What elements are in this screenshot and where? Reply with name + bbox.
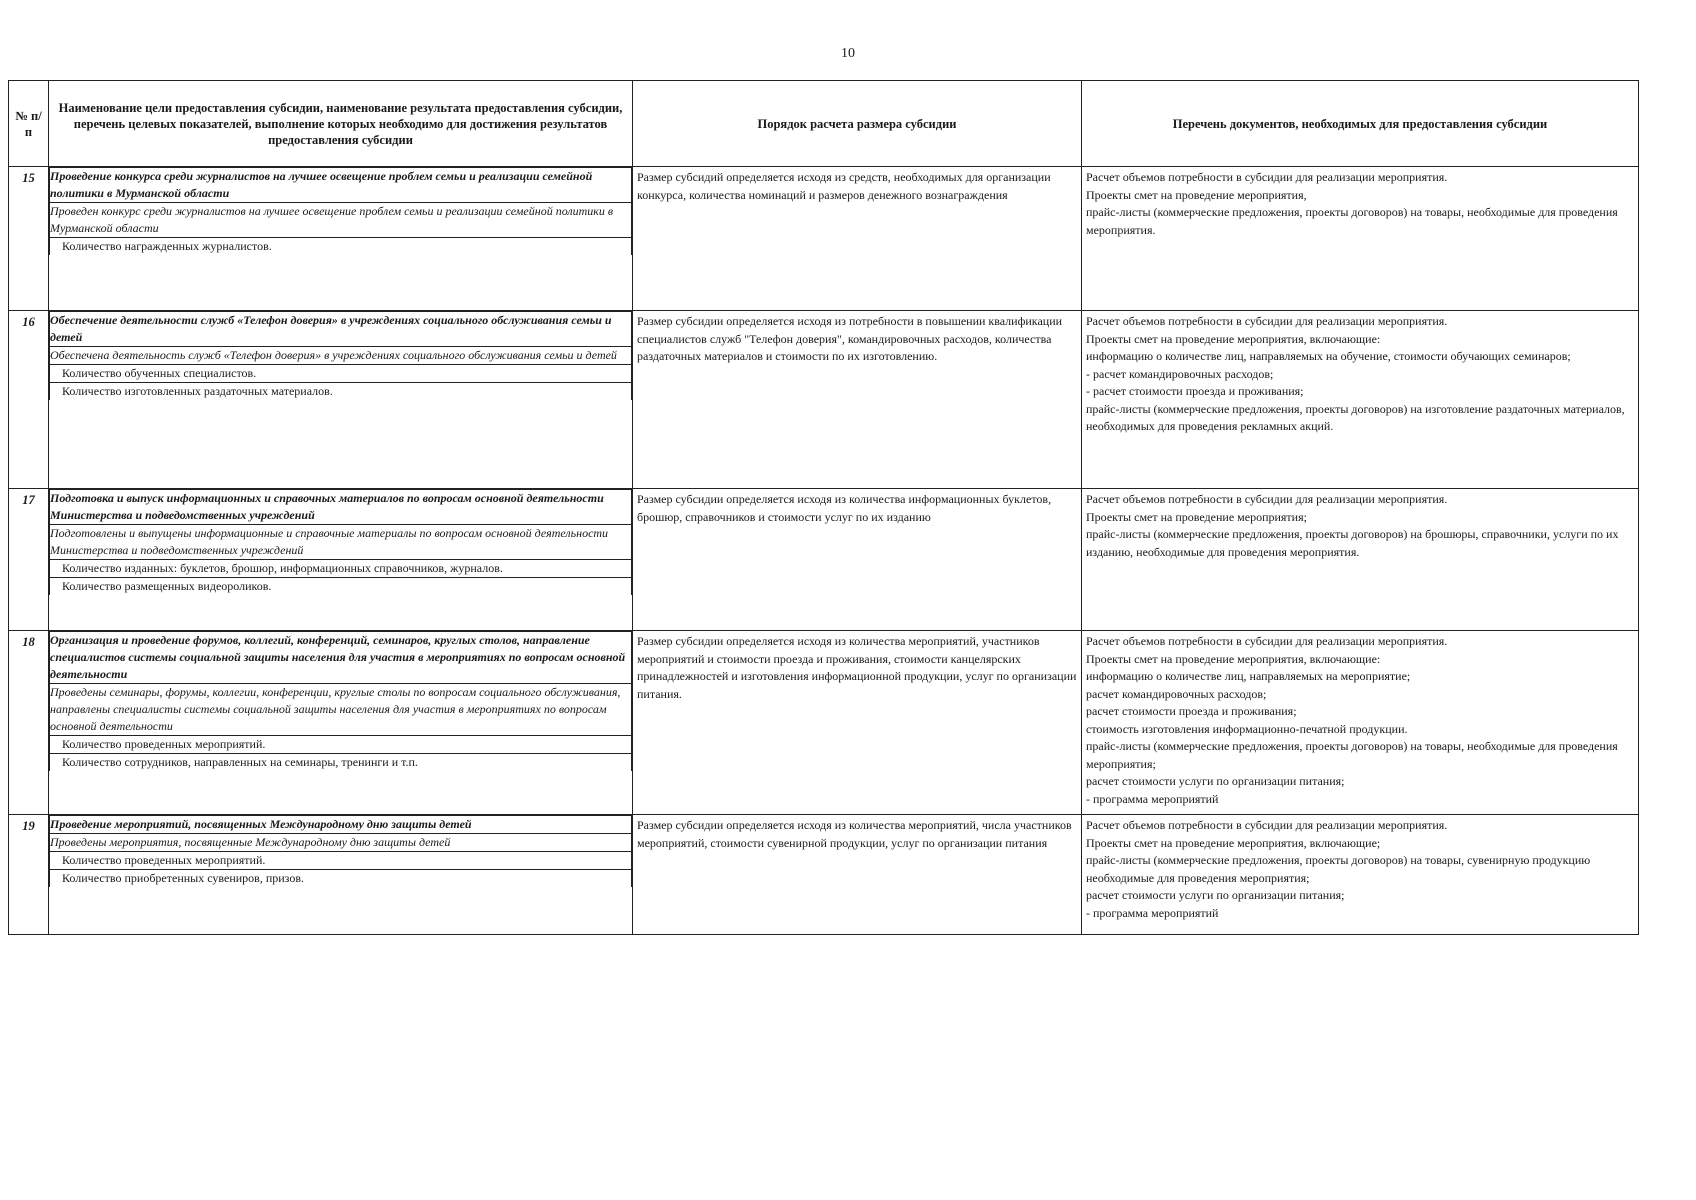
calc-text: Размер субсидии определяется исходя из потребности в повышении квалификации специалистов служб "Телефон доверия", командировочных расходов, количества раздаточных материалов и стоимости по их изготовлению. <box>633 311 1082 489</box>
docs-cell <box>1082 631 1639 815</box>
doc-line: расчет командировочных расходов; <box>1086 686 1267 701</box>
doc-line: - расчет командировочных расходов; <box>1086 366 1274 381</box>
goal-text: Подготовка и выпуск информационных и справочных материалов по вопросам основной деятельности Министерства и подведомственных учреждений <box>50 490 632 525</box>
table-row <box>9 167 1639 311</box>
result-text: Проведены семинары, форумы, коллегии, конференции, круглые столы по вопросам социального обслуживания, направлены специалисты системы социальной защиты населения для участия в мероприятиях по вопросам основной деятельности <box>50 684 632 736</box>
doc-line: Проекты смет на проведение мероприятия, включающие; <box>1086 835 1381 850</box>
doc-line: информацию о количестве лиц, направляемых на мероприятие; <box>1086 669 1411 683</box>
indicator-text: Количество обученных специалистов. <box>50 365 632 383</box>
goal-cell <box>49 815 633 935</box>
doc-line: стоимость изготовления информационно-печатной продукции. <box>1086 721 1408 736</box>
row-number: 19 <box>9 815 49 935</box>
goal-cell <box>49 631 633 815</box>
header-row <box>9 81 1639 167</box>
result-text: Проведены мероприятия, посвященные Международному дню защиты детей <box>50 834 632 852</box>
indicator-text: Количество награжденных журналистов. <box>50 238 632 256</box>
row-number: 15 <box>9 167 49 311</box>
doc-line: Расчет объемов потребности в субсидии для реализации мероприятия. <box>1086 492 1448 506</box>
calc-text: Размер субсидий определяется исходя из средств, необходимых для организации конкурса, количества номинаций и размеров денежного вознаграждения <box>633 167 1082 311</box>
docs-cell <box>1082 167 1639 311</box>
header-name: Наименование цели предоставления субсидии, наименование результата предоставления субсидии, перечень целевых показателей, выполнение которых необходимо для достижения результатов предоставления субсидии <box>49 81 633 167</box>
result-text: Проведен конкурс среди журналистов на лучшее освещение проблем семьи и реализации семейной политики в Мурманской области <box>50 203 632 238</box>
table-row <box>9 311 1639 489</box>
row-number: 16 <box>9 311 49 489</box>
doc-line: Проекты смет на проведение мероприятия, <box>1086 187 1307 202</box>
header-num: № п/п <box>9 81 49 167</box>
docs-cell <box>1082 311 1639 489</box>
doc-line: прайс-листы (коммерческие предложения, проекты договоров) на товары, необходимые для проведения мероприятия; <box>1086 739 1618 771</box>
goal-cell <box>49 311 633 489</box>
result-text: Подготовлены и выпущены информационные и справочные материалы по вопросам основной деятельности Министерства и подведомственных учреждений <box>50 525 632 560</box>
doc-line: прайс-листы (коммерческие предложения, проекты договоров) на товары, необходимые для проведения мероприятия. <box>1086 205 1618 237</box>
doc-line: расчет стоимости услуги по организации питания; <box>1086 888 1345 902</box>
doc-line: Расчет объемов потребности в субсидии для реализации мероприятия. <box>1086 818 1448 832</box>
table-row <box>9 489 1639 631</box>
calc-text: Размер субсидии определяется исходя из количества мероприятий, числа участников мероприятий, стоимости сувенирной продукции, услуг по организации питания <box>633 815 1082 935</box>
header-calc: Порядок расчета размера субсидии <box>633 81 1082 167</box>
indicator-text: Количество изготовленных раздаточных материалов. <box>50 383 632 401</box>
doc-line: прайс-листы (коммерческие предложения, проекты договоров) на товары, сувенирную продукцию необходимые для проведения мероприятия; <box>1086 853 1591 885</box>
row-number: 18 <box>9 631 49 815</box>
goal-text: Обеспечение деятельности служб «Телефон доверия» в учреждениях социального обслуживания семьи и детей <box>50 312 632 347</box>
doc-line: прайс-листы (коммерческие предложения, проекты договоров) на брошюры, справочники, услуги по их изданию, необходимые для проведения мероприятия. <box>1086 527 1619 559</box>
goal-text: Проведение мероприятий, посвященных Международному дню защиты детей <box>50 816 632 834</box>
doc-line: Проекты смет на проведение мероприятия, включающие: <box>1086 651 1381 666</box>
indicator-text: Количество приобретенных сувениров, призов. <box>50 870 632 888</box>
goal-cell <box>49 489 633 631</box>
doc-line: Проекты смет на проведение мероприятия, включающие: <box>1086 331 1381 346</box>
calc-text: Размер субсидии определяется исходя из количества информационных буклетов, брошюр, справочников и стоимости услуг по их изданию <box>633 489 1082 631</box>
indicator-text: Количество проведенных мероприятий. <box>50 852 632 870</box>
header-docs: Перечень документов, необходимых для предоставления субсидии <box>1082 81 1639 167</box>
goal-cell <box>49 167 633 311</box>
doc-line: Расчет объемов потребности в субсидии для реализации мероприятия. <box>1086 170 1448 184</box>
subsidy-table <box>8 80 1639 935</box>
doc-line: информацию о количестве лиц, направляемых на обучение, стоимости обучающих семинаров; <box>1086 349 1571 363</box>
goal-text: Проведение конкурса среди журналистов на лучшее освещение проблем семьи и реализации семейной политики в Мурманской области <box>50 168 632 203</box>
doc-line: - программа мероприятий <box>1086 791 1219 806</box>
calc-text: Размер субсидии определяется исходя из количества мероприятий, участников мероприятий и стоимости проезда и проживания, стоимости канцелярских принадлежностей и изготовления информационной продукции, услуг по организации питания. <box>633 631 1082 815</box>
indicator-text: Количество сотрудников, направленных на семинары, тренинги и т.п. <box>50 754 632 772</box>
row-number: 17 <box>9 489 49 631</box>
doc-line: расчет стоимости проезда и проживания; <box>1086 704 1297 718</box>
doc-line: - расчет стоимости проезда и проживания; <box>1086 384 1304 398</box>
doc-line: расчет стоимости услуги по организации питания; <box>1086 774 1345 788</box>
table-row <box>9 815 1639 935</box>
doc-line: Расчет объемов потребности в субсидии для реализации мероприятия. <box>1086 314 1448 328</box>
docs-cell <box>1082 815 1639 935</box>
indicator-text: Количество размещенных видеороликов. <box>50 578 632 596</box>
result-text: Обеспечена деятельность служб «Телефон доверия» в учреждениях социального обслуживания семьи и детей <box>50 347 632 365</box>
doc-line: Проекты смет на проведение мероприятия; <box>1086 509 1307 524</box>
table-row <box>9 631 1639 815</box>
goal-text: Организация и проведение форумов, коллегий, конференций, семинаров, круглых столов, направление специалистов системы социальной защиты населения для участия в мероприятиях по вопросам основной деятельности <box>50 632 632 684</box>
doc-line: прайс-листы (коммерческие предложения, проекты договоров) на изготовление раздаточных материалов, необходимых для проведения рекламных акций. <box>1086 401 1625 433</box>
doc-line: Расчет объемов потребности в субсидии для реализации мероприятия. <box>1086 634 1448 648</box>
page-number: 10 <box>841 46 855 61</box>
doc-line: - программа мероприятий <box>1086 905 1219 920</box>
indicator-text: Количество изданных: буклетов, брошюр, информационных справочников, журналов. <box>50 560 632 578</box>
indicator-text: Количество проведенных мероприятий. <box>50 736 632 754</box>
docs-cell <box>1082 489 1639 631</box>
